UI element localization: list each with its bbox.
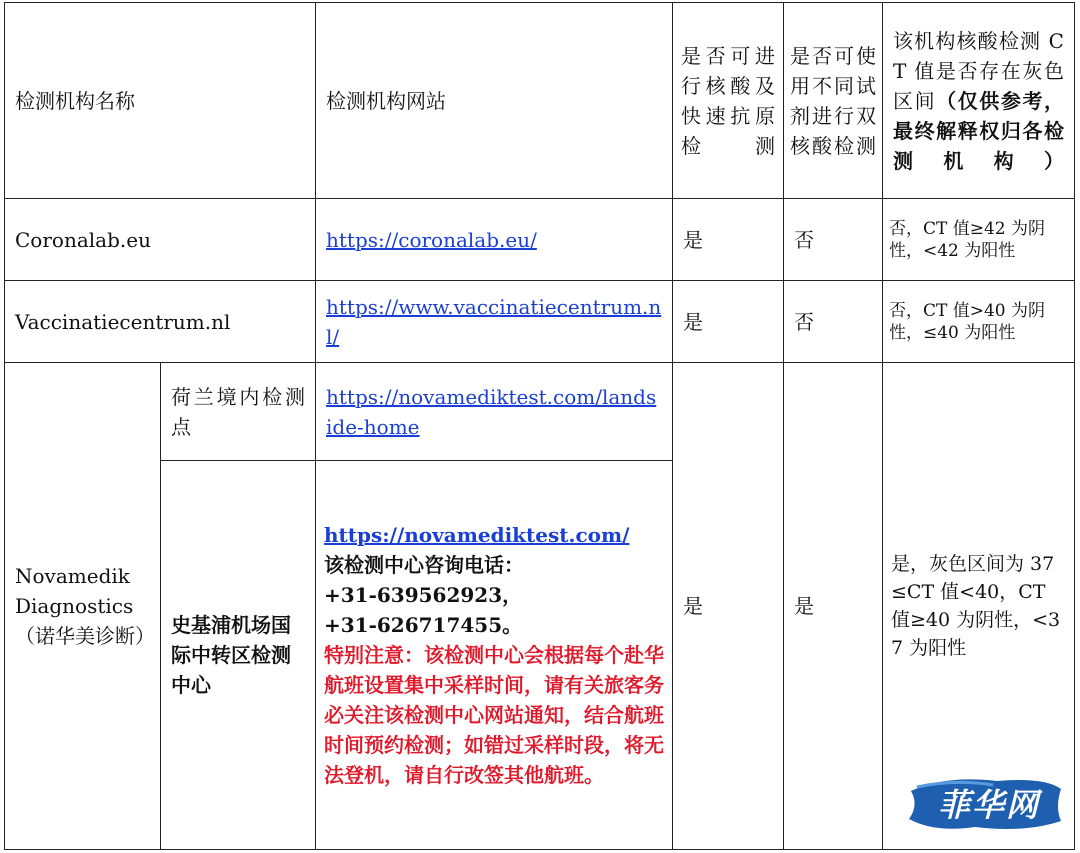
nova-name: Novamedik Diagnostics（诺华美诊断） (5, 363, 161, 850)
row-dual: 否 (784, 199, 883, 281)
table-row (5, 199, 1075, 281)
row-website-link[interactable]: https://www.vaccinatiecentrum.nl/ (326, 294, 662, 349)
header-dual: 是否可使用不同试剂进行双核酸检测 (784, 3, 883, 199)
watermark-text: 菲华网 (938, 786, 1041, 824)
nova-sub1-link[interactable]: https://novamediktest.com/landside-home (326, 384, 657, 439)
row-name: Coronalab.eu (5, 199, 316, 281)
row-name: Vaccinatiecentrum.nl (5, 281, 316, 363)
header-rapid: 是否可进行核酸及快速抗原检测 (673, 3, 784, 199)
nova-rapid: 是 (673, 363, 784, 850)
row-dual: 否 (784, 281, 883, 363)
nova-sub2-label: 史基浦机场国际中转区检测中心 (161, 461, 316, 850)
row-website-link[interactable]: https://coronalab.eu/ (326, 227, 537, 252)
nova-sub2-phone-label: 该检测中心咨询电话： (324, 553, 524, 577)
header-ct-plain: 该机构核酸检测 CT 值是否存在灰色区间 (893, 28, 1064, 113)
row-ct: 否，CT 值>40 为阴性，≤40 为阳性 (883, 281, 1075, 363)
nova-sub2-phone2: +31-626717455。 (324, 613, 523, 637)
nova-sub2-note: 特别注意：该检测中心会根据每个赴华航班设置集中采样时间，请有关旅客务必关注该检测中心网站通知，结合航班时间预约检测；如错过采样时段，将无法登机，请自行改签其他航班。 (324, 643, 664, 787)
table-row (5, 363, 1075, 461)
table-row (5, 281, 1075, 363)
header-row (5, 3, 1075, 199)
test-institution-table (4, 2, 1075, 850)
nova-ct: 是，灰色区间为 37≤CT 值<40，CT 值≥40 为阴性，<37 为阳性 (883, 363, 1075, 850)
header-ct-bold: （仅供参考，最终解释权归各检测机构） (893, 88, 1065, 173)
nova-dual: 是 (784, 363, 883, 850)
header-website: 检测机构网站 (316, 3, 673, 199)
nova-sub2-phone1: +31-639562923， (324, 583, 523, 607)
row-rapid: 是 (673, 199, 784, 281)
header-ct (883, 3, 1075, 199)
row-rapid: 是 (673, 281, 784, 363)
header-name: 检测机构名称 (5, 3, 316, 199)
nova-sub2-link[interactable]: https://novamediktest.com/ (324, 523, 630, 547)
row-ct: 否，CT 值≥42 为阴性，<42 为阳性 (883, 199, 1075, 281)
nova-sub2-details (316, 461, 673, 850)
nova-sub1-label: 荷兰境内检测点 (161, 363, 316, 461)
